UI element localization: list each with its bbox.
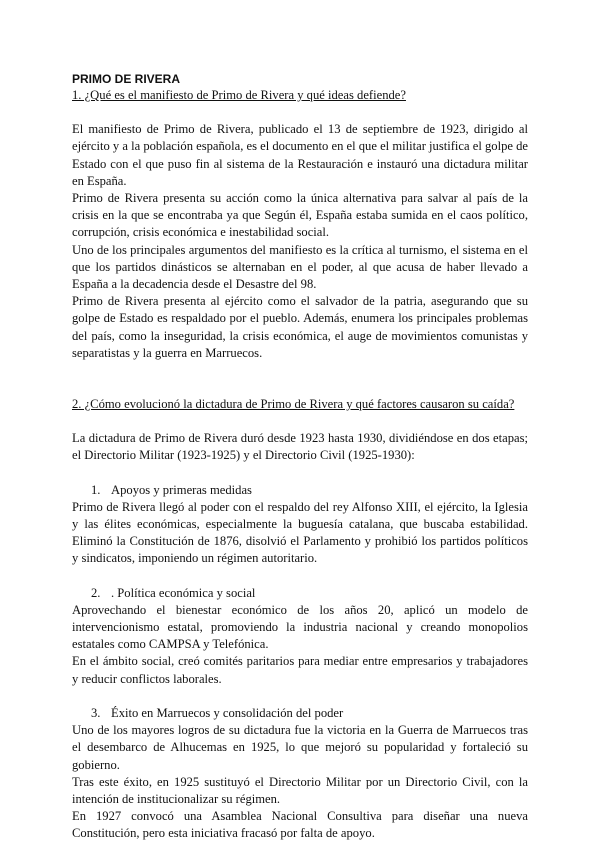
s1-paragraph-4: Primo de Rivera presenta al ejército como el salvador de la patria, asegurando que su golpe de Estado es respaldado por el pueblo. Además, enumera los principales problemas del país, como la inseguridad, la crisis económica, el auge de movimientos comunistas y separatistas y la guerra en Marruecos. — [72, 294, 528, 360]
s1-paragraph-1: El manifiesto de Primo de Rivera, publicado el 13 de septiembre de 1923, dirigido al ejército y a la población española, es el documento en el que el militar justifica el golpe de Estado con el que puso fin al sistema de la Restauración e instauró una dictadura militar en España. — [72, 122, 529, 188]
list-item-1-title: Apoyos y primeras medidas — [111, 482, 252, 497]
s2-intro: La dictadura de Primo de Rivera duró desde 1923 hasta 1930, dividiéndose en dos etapas; el Directorio Militar (1923-1925) y el Directorio Civil (1925-1930): — [72, 431, 528, 463]
s1-paragraph-2: Primo de Rivera presenta su acción como la única alternativa para salvar al país de la crisis en la que se encontraba ya que Según él, España estaba sumida en el caos político, corrupción, crisis económica e inestabilidad social. — [72, 191, 528, 240]
document-body — [72, 71, 528, 843]
item3-paragraph-3: En 1927 convocó una Asamblea Nacional Consultiva para diseñar una nueva Constitución, pero esta iniciativa fracasó por falta de apoyo. — [72, 809, 528, 841]
list-item-2-title: . Política económica y social — [111, 585, 256, 600]
question-1: 1. ¿Qué es el manifiesto de Primo de Rivera y qué ideas defiende? — [72, 88, 406, 102]
list-item-3-title: Éxito en Marruecos y consolidación del poder — [111, 705, 344, 720]
document-title: PRIMO DE RIVERA — [72, 72, 181, 86]
question-2: 2. ¿Cómo evolucionó la dictadura de Primo de Rivera y qué factores causaron su caída? — [72, 397, 515, 412]
item1-paragraph-1: Primo de Rivera llegó al poder con el respaldo del rey Alfonso XIII, el ejército, la Iglesia y las élites económicas, especialmente la buguesía catalana, que buscaba estabilidad. Eliminó la Constitución de 1876, disolvió el Parlamento y prohibió los partidos políticos y sindicatos, imponiendo un régimen autoritario. — [72, 499, 528, 566]
list-item-1-number: 1. — [91, 482, 101, 497]
s1-paragraph-3: Uno de los principales argumentos del manifiesto es la crítica al turnismo, el sistema en el que los partidos dinásticos se alternaban en el poder, al que acusa de haber llevado a España a la decadencia desde el Desastre del 98. — [72, 242, 528, 292]
item3-paragraph-1: Uno de los mayores logros de su dictadura fue la victoria en la Guerra de Marruecos tras el desembarco de Alhucemas en 1925, lo que mejoró su popularidad y fortaleció su gobierno. — [72, 723, 528, 772]
list-item-2-number: 2. — [91, 585, 101, 600]
item2-paragraph-2: En el ámbito social, creó comités paritarios para mediar entre empresarios y trabajadores y reducir conflictos laborales. — [72, 654, 528, 686]
item2-paragraph-1: Aprovechando el bienestar económico de los años 20, aplicó un modelo de intervencionismo estatal, promoviendo la industria nacional y creando monopolios estatales como CAMPSA y Telefónica. — [72, 602, 528, 652]
list-item-2-heading — [72, 585, 528, 602]
list-item-3-number: 3. — [91, 705, 101, 720]
list-item-1-heading — [72, 482, 528, 499]
list-item-3-heading — [72, 705, 528, 722]
item3-paragraph-2: Tras este éxito, en 1925 sustituyó el Directorio Militar por un Directorio Civil, con la intención de institucionalizar su régimen. — [72, 774, 528, 806]
